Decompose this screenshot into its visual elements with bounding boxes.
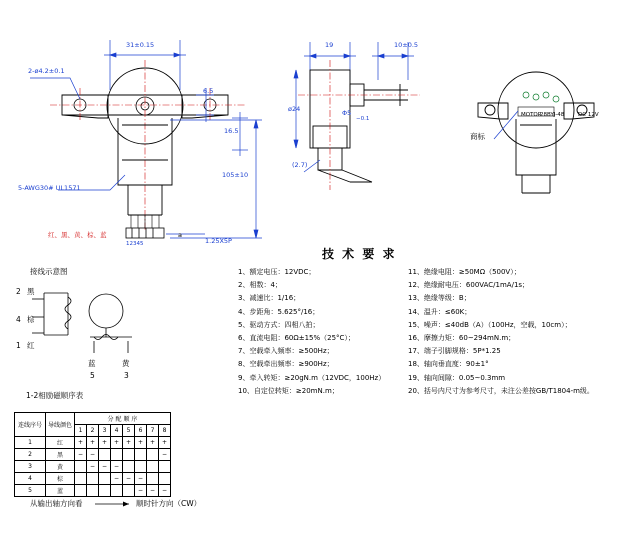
requirement-item: 5、驱动方式：四相八拍； (238, 320, 320, 329)
front-wire-spec: 5-AWG30# UL1571 (18, 184, 81, 192)
requirement-item: 13、绝缘等级：B； (408, 294, 471, 303)
wiring-pin-2-color: 黑 (27, 287, 35, 296)
row-mark: + (147, 437, 159, 449)
requirement-item: 17、端子引脚规格：5P*1.25 (408, 347, 501, 356)
side-dim-10: 10±0.5 (394, 41, 419, 49)
row-mark (99, 485, 111, 497)
row-no: 4 (15, 473, 46, 485)
requirement-item: 16、摩擦力矩：60~294mN.m； (408, 334, 516, 343)
side-dim-19: 19 (325, 41, 334, 49)
row-mark (135, 449, 147, 461)
wiring-caption: 接线示意图 (30, 267, 68, 276)
row-mark: − (147, 485, 159, 497)
requirement-item: 19、轴向间隙：0.05~0.3mm (408, 373, 506, 382)
row-mark (123, 461, 135, 473)
row-mark (147, 461, 159, 473)
row-no: 3 (15, 461, 46, 473)
row-color: 蓝 (46, 485, 75, 497)
wiring-bottom-blue-num: 5 (90, 371, 95, 380)
row-mark: − (87, 461, 99, 473)
requirement-item: 12、绝缘耐电压：600VAC/1mA/1s； (408, 281, 530, 290)
row-mark (111, 485, 123, 497)
requirement-item: 14、温升：≤60K； (408, 307, 472, 316)
front-connector-spec: 1.25X5P (205, 237, 232, 245)
wiring-pin-1-num: 1 (16, 341, 21, 350)
phase-table (14, 412, 171, 497)
row-mark (75, 485, 87, 497)
requirement-item: 8、空载牵出频率：≥900Hz； (238, 360, 334, 369)
row-mark (87, 485, 99, 497)
row-mark (111, 449, 123, 461)
wiring-pin-2-num: 2 (16, 287, 21, 296)
phase-header-order: 分 配 顺 序 (75, 413, 171, 425)
requirement-item: 6、直流电阻：60Ω±15%（25°C）； (238, 334, 355, 343)
row-mark: + (135, 437, 147, 449)
phase-step: 8 (159, 425, 171, 437)
front-dim-6-5: 6.5 (203, 87, 214, 95)
front-shaft-note: a (178, 231, 182, 239)
row-mark: + (159, 437, 171, 449)
table-row (15, 437, 171, 449)
requirement-item: 15、噪声：≤40dB（A）（100Hz，空载，10cm）； (408, 320, 572, 329)
requirement-item: 2、相数：4； (238, 281, 282, 290)
row-mark: − (75, 449, 87, 461)
phase-header-no: 连线序号 (15, 413, 46, 437)
row-mark: − (135, 473, 147, 485)
row-color: 黄 (46, 461, 75, 473)
requirement-item: 4、步距角：5.625°/16； (238, 307, 320, 316)
requirement-item: 11、绝缘电阻：≥50MΩ（500V）； (408, 268, 521, 276)
row-mark: − (111, 461, 123, 473)
side-dim-phi24: ø24 (288, 105, 301, 113)
row-mark: − (135, 485, 147, 497)
row-mark: − (159, 449, 171, 461)
requirement-item: 18、轴向垂直度：90±1° (408, 360, 489, 369)
phase-table-footer-right: 顺时针方向（CW） (136, 499, 202, 508)
phase-step: 1 (75, 425, 87, 437)
row-mark (147, 473, 159, 485)
wiring-pin-4-num: 4 (16, 315, 21, 324)
row-mark: − (111, 473, 123, 485)
wiring-pin-4-color: 棕 (27, 315, 35, 324)
row-mark (135, 461, 147, 473)
row-mark (147, 449, 159, 461)
phase-step: 4 (111, 425, 123, 437)
wiring-pin-1-color: 红 (27, 341, 35, 350)
phase-step: 5 (123, 425, 135, 437)
row-mark (159, 473, 171, 485)
front-wire-colors: 红、黑、黄、棕、蓝 (48, 231, 107, 239)
row-mark: − (87, 449, 99, 461)
row-mark (75, 461, 87, 473)
side-dim-tolerance: −0.1 (356, 116, 370, 122)
label-text-line1: MOTOR (521, 112, 542, 118)
phase-step: 7 (147, 425, 159, 437)
front-dim-105: 105±10 (222, 171, 249, 179)
requirement-item: 7、空载牵入频率：≥500Hz； (238, 347, 334, 356)
phase-table-title: 1-2相励磁顺序表 (26, 391, 84, 400)
row-mark: + (123, 437, 135, 449)
side-view-drawing (280, 0, 460, 200)
wiring-bottom-yellow-color: 黄 (122, 359, 130, 368)
requirement-item: 20、括号内尺寸为参考尺寸，未注公差按GB/T1804-m级。 (408, 386, 594, 395)
row-mark (75, 473, 87, 485)
row-mark: − (123, 473, 135, 485)
phase-header-color: 导线颜色 (46, 413, 75, 437)
row-mark: + (87, 437, 99, 449)
phase-table-footer-left: 从输出轴方向看 (30, 499, 83, 508)
row-mark: + (75, 437, 87, 449)
phase-step: 2 (87, 425, 99, 437)
row-mark (123, 485, 135, 497)
table-row (15, 473, 171, 485)
table-row (15, 485, 171, 497)
row-color: 红 (46, 437, 75, 449)
row-no: 2 (15, 449, 46, 461)
row-mark (99, 449, 111, 461)
row-mark: + (111, 437, 123, 449)
phase-step: 3 (99, 425, 111, 437)
wiring-bottom-yellow-num: 3 (124, 371, 129, 380)
requirement-item: 3、减速比：1/16； (238, 294, 301, 303)
requirements-title: 技 术 要 求 (322, 247, 397, 261)
row-mark: − (159, 485, 171, 497)
label-view-drawing (460, 55, 628, 205)
wiring-diagram (10, 275, 180, 365)
row-mark: + (99, 437, 111, 449)
row-mark (99, 473, 111, 485)
row-color: 棕 (46, 473, 75, 485)
requirements-left-column (238, 266, 423, 398)
row-no: 1 (15, 437, 46, 449)
requirement-item: 9、牵入转矩：≥20gN.m（12VDC，100Hz） (238, 373, 386, 382)
side-dim-27: (2.7) (292, 161, 308, 169)
front-dim-16-5: 16.5 (224, 127, 239, 135)
row-mark: − (99, 461, 111, 473)
label-caption: 商标 (470, 132, 485, 141)
row-color: 黑 (46, 449, 75, 461)
table-row (15, 449, 171, 461)
wiring-bottom-blue-color: 蓝 (88, 359, 96, 368)
row-mark (123, 449, 135, 461)
label-text-line2: 28BYJ-48 (540, 112, 565, 118)
row-no: 5 (15, 485, 46, 497)
table-row (15, 461, 171, 473)
side-dim-phi5: Φ5 (342, 109, 352, 117)
requirements-right-column (408, 266, 628, 398)
requirement-item: 10、自定位转矩：≥20mN.m； (238, 386, 339, 395)
row-mark (159, 461, 171, 473)
row-mark (87, 473, 99, 485)
requirement-item: 1、额定电压：12VDC； (238, 268, 316, 276)
phase-step: 6 (135, 425, 147, 437)
label-text-line3: DC 12V (578, 112, 599, 118)
front-pin-numbers: 12345 (126, 241, 144, 247)
front-dim-width: 31±0.15 (126, 41, 155, 49)
front-dim-holes: 2-ø4.2±0.1 (28, 67, 65, 75)
